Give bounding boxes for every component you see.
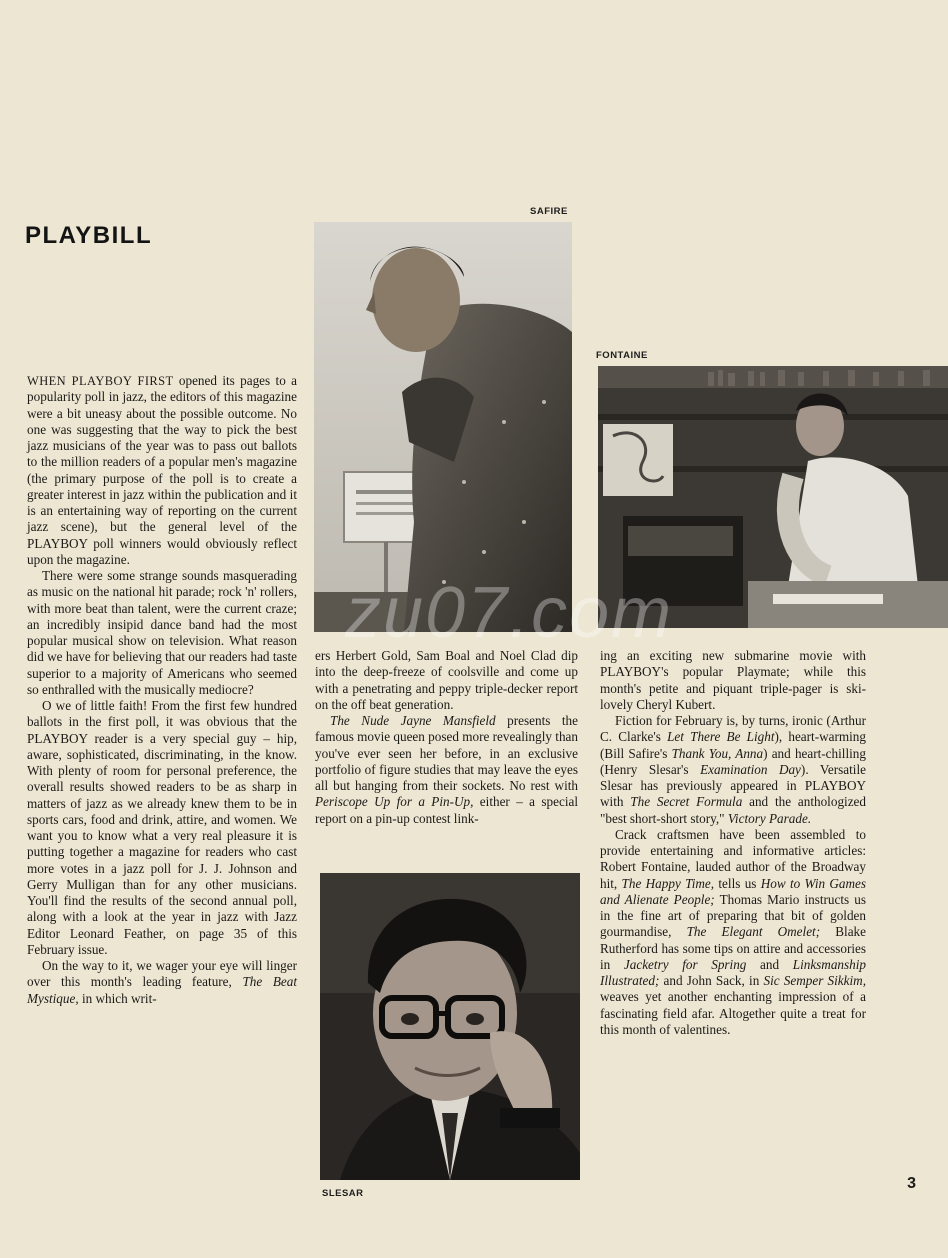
article-title: Linksmanship Illustrated;	[600, 956, 867, 988]
article-title: The Secret Formula	[630, 794, 743, 810]
column-left	[27, 373, 297, 1007]
paragraph-text: On the way to it, we wager your eye will linger over this month's leading feature,	[27, 958, 297, 990]
column-middle	[315, 648, 578, 827]
photo-fontaine	[598, 366, 948, 628]
paragraph	[315, 713, 578, 827]
paragraph: ing an exciting new submarine movie with PLAYBOY's popular Playmate; while this month's petite and piquant triple-pager is ski-lovely Cheryl Kubert.	[600, 648, 866, 712]
article-title: The Elegant Omelet;	[686, 924, 821, 940]
paragraph-text: either – a special report on a pin-up contest link-	[315, 794, 578, 826]
article-title: Let There Be Light	[667, 729, 775, 745]
photo-slesar	[320, 873, 580, 1180]
page-number: 3	[907, 1175, 916, 1192]
article-title: Victory Parade.	[727, 810, 812, 826]
article-title: Thank You, Anna	[671, 745, 764, 761]
caption-fontaine: FONTAINE	[596, 350, 648, 361]
article-title: The Nude Jayne Mansfield	[330, 713, 496, 728]
paragraph: There were some strange sounds masquerading as music on the national hit parade; rock 'n' rollers, with more beat than talent, were the current craze; an incredibly insipid dance band had the most popular musical show on television. What reason did we have for believing that our readers had taste superior to a majority of Americans who seemed so enthralled with the musically mediocre?	[27, 568, 297, 697]
article-title: The Beat Mystique,	[27, 974, 297, 1006]
lead-in: WHEN PLAYBOY FIRST	[27, 374, 174, 388]
paragraph-text: presents the famous movie queen posed more revealingly than you've ever seen her before, in an exclusive portfolio of figure studies that may leave the eyes all but hanging from their sockets. No rest with	[315, 713, 579, 793]
paragraph	[27, 373, 297, 568]
watermark: zu07.com	[345, 573, 674, 653]
caption-slesar: SLESAR	[322, 1188, 364, 1199]
article-title: Jacketry for Spring	[623, 956, 747, 972]
paragraph-text: in which writ-	[78, 990, 157, 1006]
article-title: Periscope Up for a Pin-Up,	[315, 794, 474, 810]
page-title: PLAYBILL	[25, 222, 153, 249]
column-right	[600, 648, 866, 1038]
article-title: Sic Semper Sikkim,	[763, 973, 866, 988]
paragraph: ers Herbert Gold, Sam Boal and Noel Clad dip into the deep-freeze of coolsville and come up with a penetrating and peppy triple-decker report on the off beat generation.	[315, 648, 578, 712]
article-title: The Happy Time,	[621, 875, 715, 891]
caption-safire: SAFIRE	[530, 206, 568, 217]
paragraph: Crack craftsmen have been assembled to provide entertaining and informative articles: Robert Fontaine, lauded author of the Broadway hit, The Happy Time, tells us How to Win Games and Alienate People; Thomas Mario instructs us in the fine art of preparing that bit of golden gourmandise, The Elegant Omelet; Blake Rutherford has some tips on attire and accessories in Jacketry for Spring and Linksmanship Illustrated; and John Sack, in Sic Semper Sikkim, weaves yet another enchanting impression of a fascinating field afar. Altogether quite a treat for this month of valentines.	[600, 826, 867, 1037]
paragraph: Fiction for February is, by turns, ironic (Arthur C. Clarke's Let There Be Light), heart-warming (Bill Safire's Thank You, Anna) and heart-chilling (Henry Slesar's Examination Day). Versatile Slesar has previously appeared in PLAYBOY with The Secret Formula and the anthologized "best short-short story," Victory Parade.	[600, 713, 866, 826]
article-title: Examination Day	[700, 761, 801, 777]
paragraph: O we of little faith! From the first few hundred ballots in the first poll, it was obvious that the PLAYBOY reader is a very special guy – hip, aware, sophisticated, discriminating, in the know. With plenty of room for personal preference, the overall results showed readers to be as sharp in matters of jazz as we already knew them to be in sports cars, food and drink, attire, and women. We want you to know what a very real pleasure it is putting together a magazine for readers who cast more votes in a jazz poll for J. J. Johnson and Gerry Mulligan than for any other musicians. You'll find the results of the second annual poll, along with a look at the year in jazz with Jazz Editor Leonard Feather, on page 35 of this February issue.	[27, 698, 297, 957]
paragraph	[27, 958, 297, 1007]
paragraph-text: opened its pages to a popularity poll in jazz, the editors of this magazine were a bit uneasy about the possible outcome. No one was suggesting that the way to pick the best jazz musicians of the year was to pass out ballots to the million readers of a popular men's magazine (the primary purpose of the poll is to create a greater interest in jazz within the publication and it is an entertaining way of reporting on the current jazz scene), but the general level of the PLAYBOY poll winners would obviously reflect upon the magazine.	[27, 373, 297, 567]
article-title: How to Win Games and Alienate People;	[600, 875, 867, 907]
photo-safire	[314, 222, 572, 632]
